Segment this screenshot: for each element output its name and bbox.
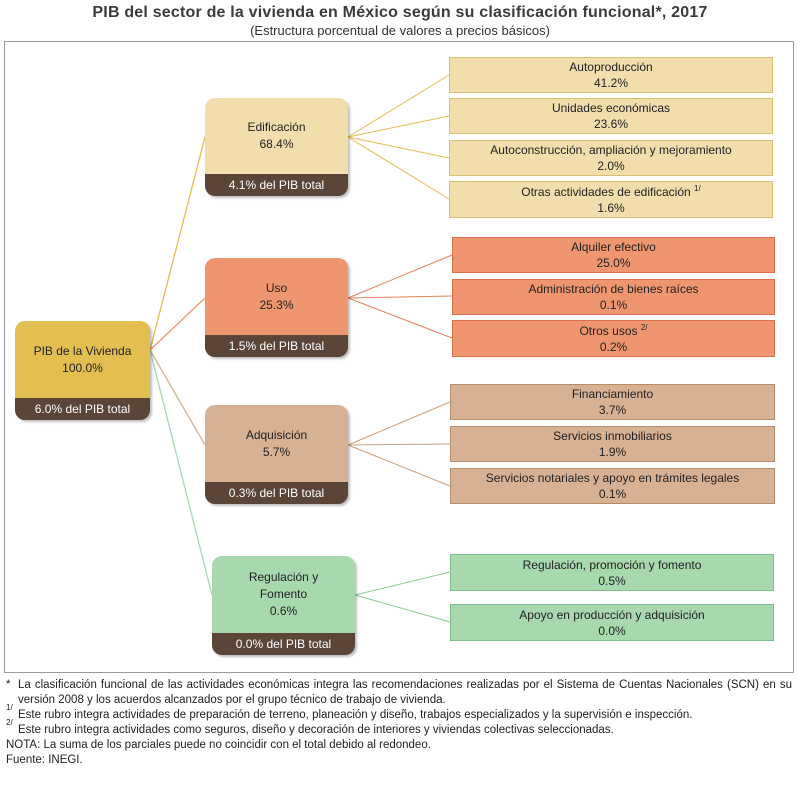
- category-value: 68.4%: [259, 137, 294, 151]
- connector-root-edificacion: [150, 137, 205, 350]
- category-share: 1.5% del PIB total: [205, 335, 348, 357]
- leaf-regulacion-promocion-fomento: [450, 554, 774, 591]
- leaf-label: Alquiler efectivo: [571, 240, 656, 254]
- leaf-alquiler-efectivo: [452, 237, 775, 273]
- footnote-2: 2/ Este rubro integra actividades como seguros, diseño y decoración de interiores y viviendas colectivas seleccionadas.: [6, 718, 614, 736]
- footnote-mark: *: [6, 679, 11, 691]
- leaf-label-row: [579, 323, 647, 339]
- category-node-uso: [205, 258, 348, 357]
- connector-uso-1: [348, 255, 452, 298]
- category-value: 0.6%: [269, 604, 298, 618]
- leaf-label: Unidades económicas: [551, 101, 671, 115]
- footnote-marker: 2/: [640, 322, 648, 332]
- connector-edif-1: [348, 75, 449, 137]
- leaf-servicios-notariales: [450, 468, 775, 504]
- uso-connectors: [348, 255, 452, 338]
- connector-edif-2: [348, 116, 449, 137]
- connector-root-uso: [150, 298, 205, 350]
- connector-adq-1: [348, 402, 450, 445]
- root-connectors: [150, 137, 212, 595]
- leaf-label: Administración de bienes raíces: [528, 282, 699, 296]
- leaf-value: 0.1%: [599, 298, 628, 312]
- leaf-label: Autoproducción: [569, 60, 653, 74]
- leaf-value: 3.7%: [598, 403, 627, 417]
- leaf-value: 25.0%: [596, 256, 631, 270]
- footnote-marker: 1/: [694, 183, 701, 193]
- category-label: Regulación y Fomento: [248, 570, 319, 601]
- leaf-apoyo-produccion-adquisicion: [450, 604, 774, 641]
- root-value: 100.0%: [62, 360, 103, 375]
- category-node-adquisicion: [205, 405, 348, 504]
- connector-reg-1: [355, 572, 450, 595]
- leaf-otras-actividades-edificacion: [449, 181, 773, 218]
- leaf-label: Regulación, promoción y fomento: [522, 557, 702, 572]
- edificacion-connectors: [348, 75, 449, 199]
- source-note: Fuente: INEGI.: [6, 754, 83, 766]
- leaf-label: Autoconstrucción, ampliación y mejoramiento: [490, 143, 732, 157]
- leaf-autoconstruccion: [449, 140, 773, 176]
- footnote-star: [6, 678, 792, 708]
- leaf-label-row: [521, 184, 700, 200]
- category-node-edificacion: [205, 98, 348, 196]
- leaf-value: 1.9%: [598, 445, 627, 459]
- category-label: Uso: [265, 280, 288, 295]
- connector-edif-3: [348, 137, 449, 158]
- footnote-text: Este rubro integra actividades de preparación de terreno, planeación y diseño, trabajos especializados y la supervisión e inspección.: [18, 709, 693, 721]
- leaf-value: 1.6%: [597, 200, 625, 215]
- leaf-label: Otras actividades de edificación: [521, 184, 691, 199]
- category-label: Adquisición: [245, 427, 308, 442]
- connector-uso-3: [348, 298, 452, 338]
- footnotes: [6, 678, 792, 768]
- leaf-value: 41.2%: [593, 76, 629, 90]
- chart-title: PIB del sector de la vivienda en México según su clasificación funcional*, 2017: [92, 4, 708, 21]
- footnote-text: La clasificación funcional de las actividades económicas integra las recomendaciones realizadas por el Sistema de Cuentas Nacionales (SCN) en su versión 2008 y los acuerdos alcanzados por el grupo técnico de trabajo de vivienda.: [18, 679, 792, 706]
- connector-root-regulacion: [150, 350, 212, 595]
- leaf-label: Apoyo en producción y adquisición: [519, 607, 705, 622]
- root-share: 6.0% del PIB total: [15, 398, 150, 420]
- leaf-value: 2.0%: [597, 159, 625, 173]
- leaf-label: Servicios inmobiliarios: [553, 429, 672, 443]
- leaf-label: Financiamiento: [571, 387, 654, 401]
- adquisicion-connectors: [348, 402, 450, 486]
- footnote-text: Este rubro integra actividades como seguros, diseño y decoración de interiores y viviendas colectivas seleccionadas.: [18, 724, 614, 736]
- category-share: 0.3% del PIB total: [205, 482, 348, 504]
- leaf-label: Servicios notariales y apoyo en trámites legales: [485, 471, 740, 485]
- connector-adq-2: [348, 444, 450, 445]
- footnote-1: 1/ Este rubro integra actividades de preparación de terreno, planeación y diseño, trabajos especializados y la supervisión e inspección.: [6, 703, 693, 721]
- leaf-autoproduccion: [449, 57, 773, 93]
- category-label: Edificación: [247, 120, 306, 134]
- connector-uso-2: [348, 296, 452, 298]
- leaf-servicios-inmobiliarios: [450, 426, 775, 462]
- category-value: 25.3%: [259, 297, 294, 312]
- leaf-value: 23.6%: [593, 117, 629, 131]
- category-node-regulacion: [212, 556, 355, 655]
- leaf-value: 0.2%: [599, 339, 628, 354]
- connector-root-adquisicion: [150, 350, 205, 445]
- leaf-financiamiento: [450, 384, 775, 420]
- connector-adq-3: [348, 445, 450, 486]
- category-share: 0.0% del PIB total: [212, 633, 355, 655]
- leaf-otros-usos: [452, 320, 775, 357]
- leaf-value: 0.0%: [598, 623, 626, 638]
- leaf-administracion-bienes-raices: [452, 279, 775, 315]
- chart-subtitle: (Estructura porcentual de valores a precios básicos): [250, 23, 550, 38]
- connector-reg-2: [355, 595, 450, 622]
- leaf-value: 0.1%: [598, 487, 627, 501]
- leaf-label: Otros usos: [579, 323, 638, 338]
- leaf-value: 0.5%: [598, 573, 626, 588]
- rounding-note: NOTA: La suma de los parciales puede no coincidir con el total debido al redondeo.: [6, 739, 431, 751]
- connector-edif-4: [348, 137, 449, 199]
- root-label: PIB de la Vivienda: [33, 343, 132, 358]
- regulacion-connectors: [355, 572, 450, 622]
- category-share: 4.1% del PIB total: [205, 174, 348, 196]
- leaf-unidades-economicas: [449, 98, 773, 134]
- root-node: [15, 321, 150, 420]
- category-value: 5.7%: [262, 444, 291, 459]
